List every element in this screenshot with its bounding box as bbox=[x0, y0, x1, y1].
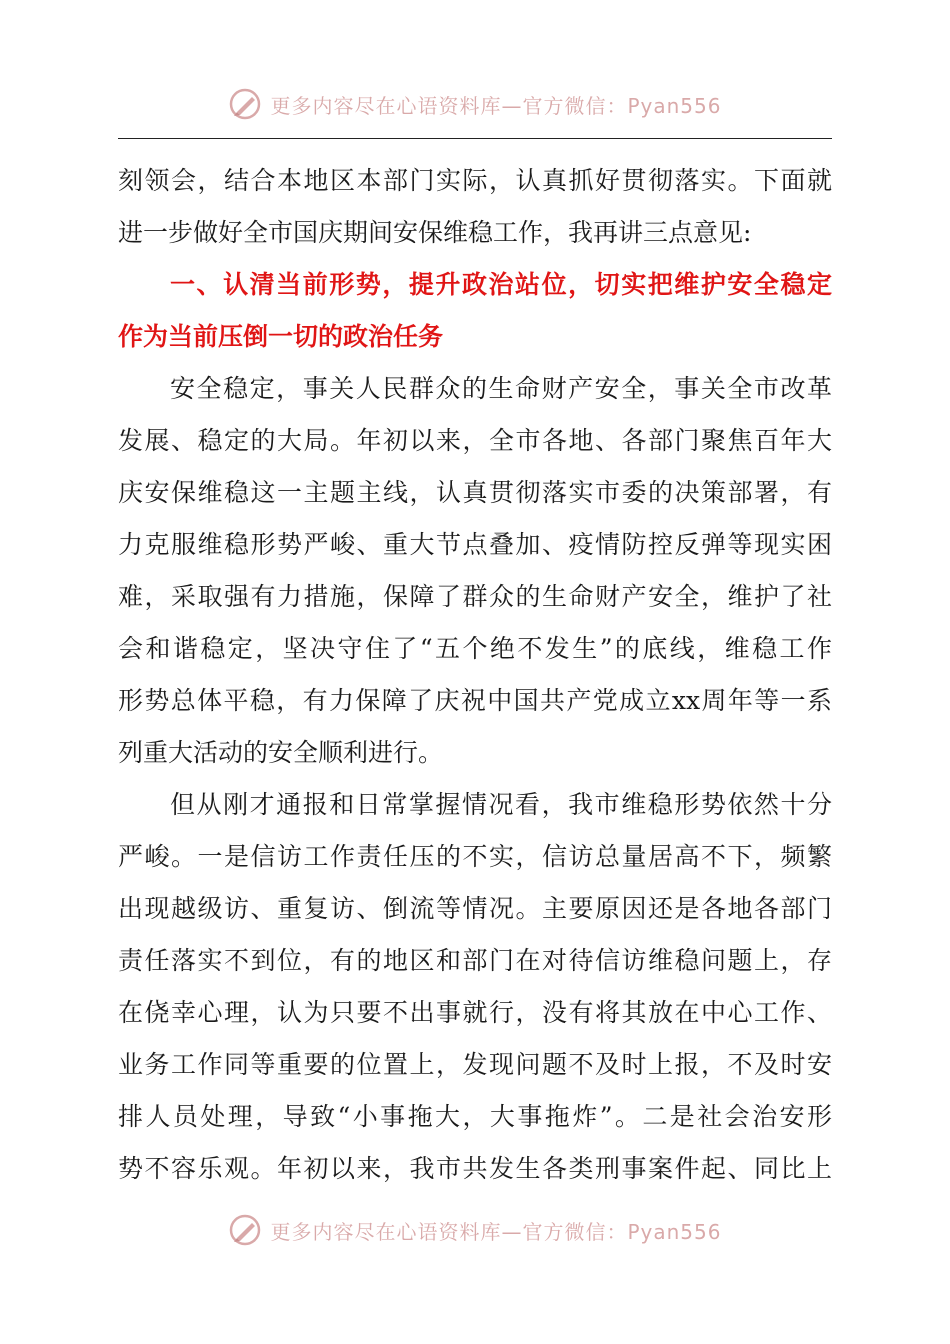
footer-watermark bbox=[0, 1210, 950, 1250]
text-line: 刻领会，结合本地区本部门实际，认真抓好贯彻落实。下面就 bbox=[118, 166, 832, 195]
text-line: 出现越级访、重复访、倒流等情况。主要原因还是各地各部门 bbox=[118, 894, 832, 923]
text-line: 但从刚才通报和日常掌握情况看，我市维稳形势依然十分 bbox=[170, 790, 832, 819]
text-line: 业务工作同等重要的位置上，发现问题不及时上报，不及时安 bbox=[118, 1050, 832, 1079]
watermark-text: 更多内容尽在心语资料库—官方微信：Pyan556 bbox=[270, 1219, 722, 1244]
text-line: 排人员处理，导致“小事拖大，大事拖炸”。二是社会治安形 bbox=[118, 1102, 832, 1131]
header-watermark bbox=[0, 84, 950, 124]
watermark-text: 更多内容尽在心语资料库—官方微信：Pyan556 bbox=[270, 93, 722, 118]
text-line: 发展、稳定的大局。年初以来，全市各地、各部门聚焦百年大 bbox=[118, 426, 832, 455]
document-body bbox=[118, 155, 832, 1195]
section-heading: 作为当前压倒一切的政治任务 bbox=[118, 322, 444, 351]
text-line: 严峻。一是信访工作责任压的不实，信访总量居高不下，频繁 bbox=[118, 842, 832, 871]
pen-logo-icon bbox=[228, 87, 262, 121]
text-line: 列重大活动的安全顺利进行。 bbox=[118, 738, 444, 767]
text-line: 安全稳定，事关人民群众的生命财产安全，事关全市改革 bbox=[170, 374, 832, 403]
text-line: 进一步做好全市国庆期间安保维稳工作，我再讲三点意见: bbox=[118, 218, 752, 247]
text-line: 责任落实不到位，有的地区和部门在对待信访维稳问题上，存 bbox=[118, 946, 832, 975]
pen-logo-icon bbox=[228, 1213, 262, 1247]
section-heading: 一、认清当前形势，提升政治站位，切实把维护安全稳定 bbox=[170, 270, 832, 299]
text-line: 势不容乐观。年初以来，我市共发生各类刑事案件起、同比上 bbox=[118, 1154, 832, 1183]
text-line: 会和谐稳定，坚决守住了“五个绝不发生”的底线，维稳工作 bbox=[118, 634, 832, 663]
text-line: 力克服维稳形势严峻、重大节点叠加、疫情防控反弹等现实困 bbox=[118, 530, 832, 559]
text-line: 形势总体平稳，有力保障了庆祝中国共产党成立xx周年等一系 bbox=[118, 686, 832, 715]
text-line: 庆安保维稳这一主题主线，认真贯彻落实市委的决策部署，有 bbox=[118, 478, 832, 507]
header-divider bbox=[118, 138, 832, 139]
text-line: 难，采取强有力措施，保障了群众的生命财产安全，维护了社 bbox=[118, 582, 832, 611]
text-line: 在侥幸心理，认为只要不出事就行，没有将其放在中心工作、 bbox=[118, 998, 832, 1027]
